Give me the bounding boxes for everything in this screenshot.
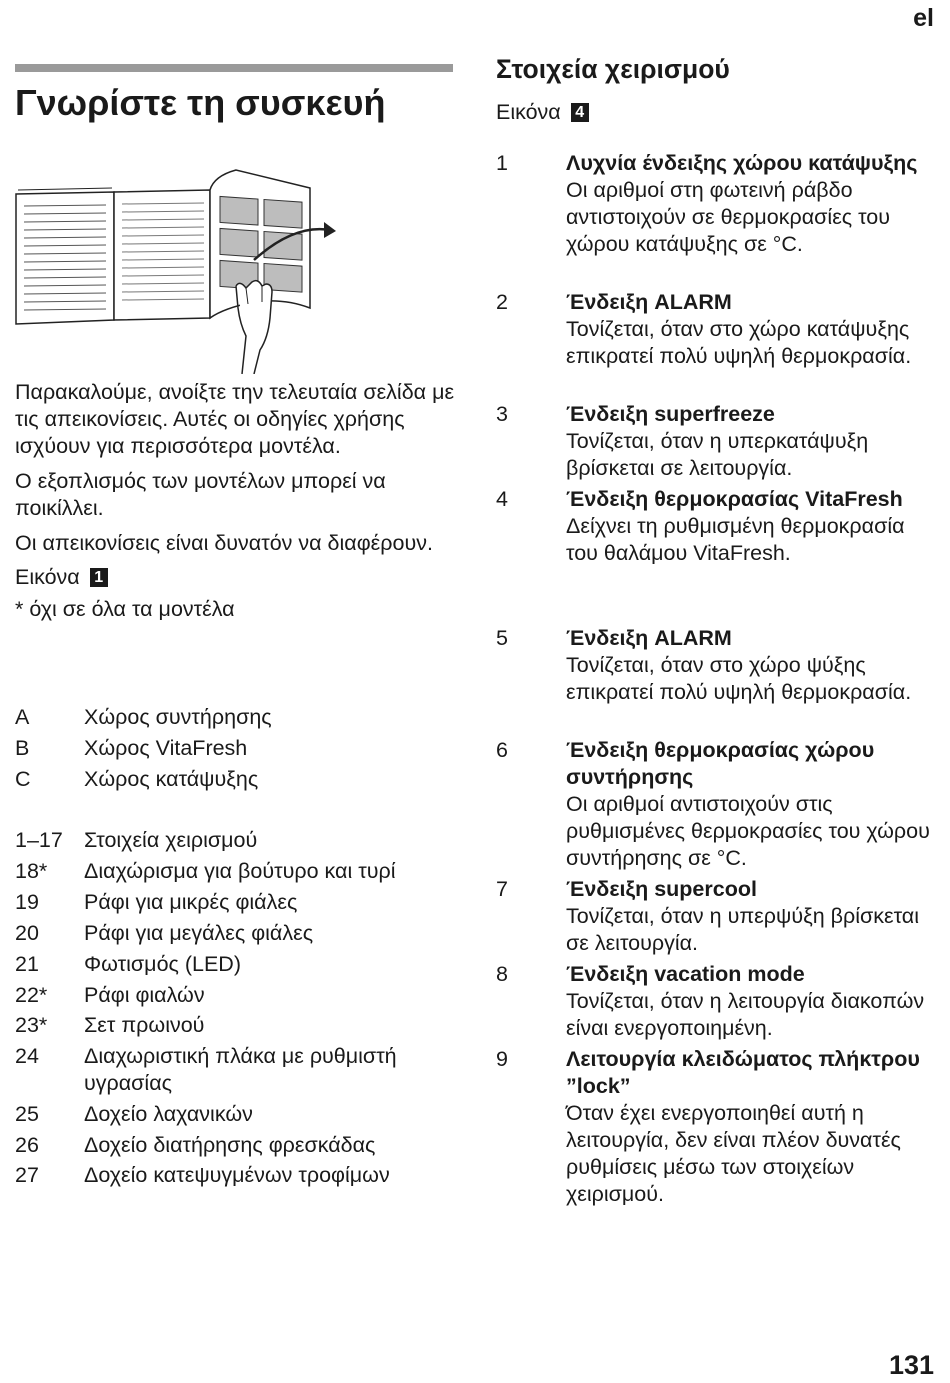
item-number: 3 xyxy=(496,402,508,426)
page-title: Γνωρίστε τη συσκευή xyxy=(15,82,386,123)
item-number: 6 xyxy=(496,738,508,762)
item-label: Διαχωριστική πλάκα με ρυθμιστή υγρασίας xyxy=(84,1044,397,1095)
item-description: Τονίζεται, όταν η λειτουργία διακοπών είναι ενεργοποιημένη. xyxy=(566,989,925,1040)
item-heading: Ένδειξη θερμοκρασίας χώρου συντήρησης xyxy=(566,738,875,789)
item-description: Τονίζεται, όταν στο χώρο ψύξης επικρατεί πολύ υψηλή θερμοκρασία. xyxy=(566,653,912,704)
list-item xyxy=(496,289,936,370)
item-heading: Ένδειξη supercool xyxy=(566,877,757,901)
item-label: Δοχείο κατεψυγμένων τροφίμων xyxy=(84,1163,390,1187)
item-label: Χώρος κατάψυξης xyxy=(84,767,259,791)
item-key: A xyxy=(15,705,30,729)
language-code: el xyxy=(913,4,934,32)
item-label: Χώρος συντήρησης xyxy=(84,705,272,729)
item-label: Ράφι για μεγάλες φιάλες xyxy=(84,921,314,945)
item-label: Διαχώρισμα για βούτυρο και τυρί xyxy=(84,859,396,883)
intro-text xyxy=(15,379,455,623)
item-description: Τονίζεται, όταν η υπερκατάψυξη βρίσκεται σε λειτουργία. xyxy=(566,429,869,480)
item-key: 1–17 xyxy=(15,828,63,852)
item-key: 19 xyxy=(15,890,39,914)
figure-label: Εικόνα xyxy=(15,565,80,589)
item-key: B xyxy=(15,736,30,760)
figure-reference xyxy=(496,100,589,125)
item-heading: Λυχνία ένδειξης χώρου κατάψυξης xyxy=(566,151,918,175)
item-key: 22* xyxy=(15,983,48,1007)
title-rule xyxy=(15,64,453,72)
list-item xyxy=(496,625,936,706)
item-label: Στοιχεία χειρισμού xyxy=(84,828,258,852)
item-number: 7 xyxy=(496,877,508,901)
item-key: C xyxy=(15,767,31,791)
item-label: Χώρος VitaFresh xyxy=(84,736,248,760)
page-number: 131 xyxy=(888,1350,934,1380)
item-number: 9 xyxy=(496,1047,508,1071)
list-item xyxy=(496,961,936,1042)
item-heading: Ένδειξη ALARM xyxy=(566,290,732,314)
item-description: Τονίζεται, όταν στο χώρο κατάψυξης επικρατεί πολύ υψηλή θερμοκρασία. xyxy=(566,317,912,368)
item-key: 20 xyxy=(15,921,39,945)
item-description: Οι αριθμοί στη φωτεινή ράβδο αντιστοιχούν σε θερμοκρασίες του χώρου κατάψυξης σε °C. xyxy=(566,178,891,256)
item-heading: Ένδειξη ALARM xyxy=(566,626,732,650)
item-number: 5 xyxy=(496,626,508,650)
item-number: 4 xyxy=(496,487,508,511)
section-title: Στοιχεία χειρισμού xyxy=(496,54,730,84)
item-key: 26 xyxy=(15,1133,39,1157)
item-number: 1 xyxy=(496,151,508,175)
footnote: * όχι σε όλα τα μοντέλα xyxy=(15,597,235,621)
item-number: 8 xyxy=(496,962,508,986)
item-key: 25 xyxy=(15,1102,39,1126)
item-key: 23* xyxy=(15,1013,48,1037)
item-key: 18* xyxy=(15,859,48,883)
item-description: Όταν έχει ενεργοποιηθεί αυτή η λειτουργία, δεν είναι πλέον δυνατές ρυθμίσεις μέσω των στοιχείων χειρισμού. xyxy=(566,1101,901,1206)
figure-number: 1 xyxy=(90,568,108,587)
item-label: Σετ πρωινού xyxy=(84,1013,205,1037)
item-label: Φωτισμός (LED) xyxy=(84,952,241,976)
item-description: Τονίζεται, όταν η υπερψύξη βρίσκεται σε λειτουργία. xyxy=(566,904,920,955)
item-heading: Λειτουργία κλειδώματος πλήκτρου ”lock” xyxy=(566,1047,920,1098)
intro-paragraph: Ο εξοπλισμός των μοντέλων μπορεί να ποικίλλει. xyxy=(15,469,386,520)
figure-label: Εικόνα xyxy=(496,100,561,124)
open-manual-illustration xyxy=(14,168,344,374)
figure-reference xyxy=(15,565,455,590)
item-label: Δοχείο λαχανικών xyxy=(84,1102,253,1126)
list-item xyxy=(496,737,936,872)
list-item xyxy=(496,150,936,258)
item-heading: Ένδειξη superfreeze xyxy=(566,402,775,426)
item-key: 21 xyxy=(15,952,39,976)
item-number: 2 xyxy=(496,290,508,314)
item-heading: Ένδειξη vacation mode xyxy=(566,962,805,986)
intro-paragraph: Οι απεικονίσεις είναι δυνατόν να διαφέρουν. xyxy=(15,531,433,555)
list-item xyxy=(496,486,936,567)
item-key: 27 xyxy=(15,1163,39,1187)
item-label: Ράφι φιαλών xyxy=(84,983,205,1007)
item-description: Οι αριθμοί αντιστοιχούν στις ρυθμισμένες θερμοκρασίες του χώρου συντήρησης σε °C. xyxy=(566,792,930,870)
figure-number: 4 xyxy=(571,103,589,122)
intro-paragraph: Παρακαλούμε, ανοίξτε την τελευταία σελίδα με τις απεικονίσεις. Αυτές οι οδηγίες χρήσης ισχύουν για περισσότερα μοντέλα. xyxy=(15,380,455,458)
item-label: Ράφι για μικρές φιάλες xyxy=(84,890,298,914)
item-heading: Ένδειξη θερμοκρασίας VitaFresh xyxy=(566,487,903,511)
item-key: 24 xyxy=(15,1044,39,1068)
list-item xyxy=(496,401,936,482)
item-label: Δοχείο διατήρησης φρεσκάδας xyxy=(84,1133,376,1157)
item-description: Δείχνει τη ρυθμισμένη θερμοκρασία του θαλάμου VitaFresh. xyxy=(566,514,905,565)
list-item xyxy=(496,1046,936,1208)
list-item xyxy=(496,876,936,957)
